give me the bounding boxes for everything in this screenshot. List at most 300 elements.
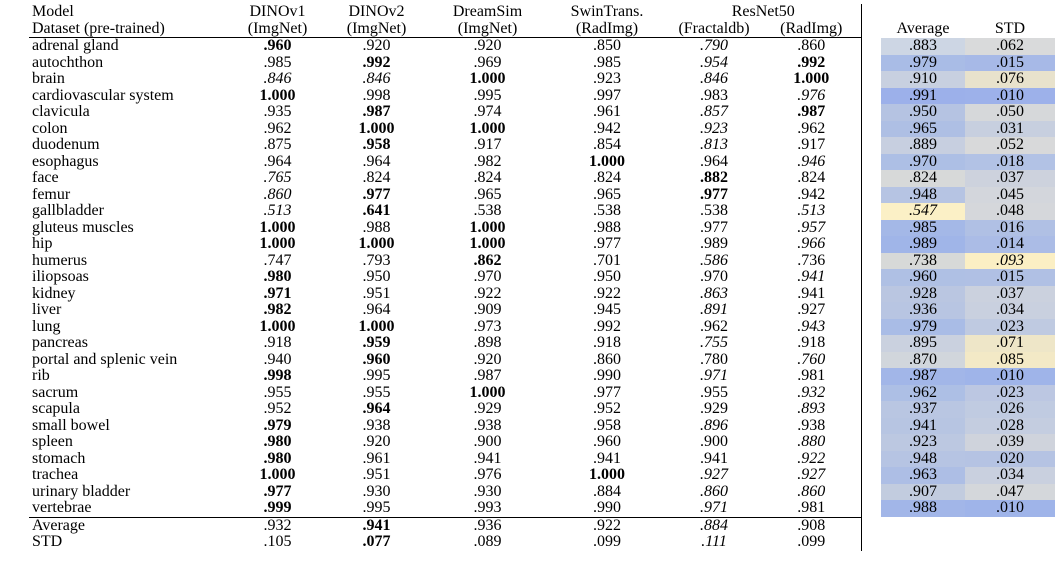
vertical-divider bbox=[861, 187, 881, 204]
table-row bbox=[29, 286, 1055, 303]
score-cell: .980 bbox=[263, 449, 292, 467]
score-cell: .969 bbox=[473, 53, 502, 71]
score-cell: .964 bbox=[263, 152, 292, 170]
empty-cell bbox=[965, 517, 1055, 534]
table-row bbox=[29, 236, 1055, 253]
score-cell: .988 bbox=[593, 218, 621, 236]
vertical-divider bbox=[861, 335, 881, 352]
row-std-cell: .031 bbox=[965, 121, 1055, 138]
score-cell: .992 bbox=[362, 53, 391, 71]
row-average-cell: .988 bbox=[881, 500, 965, 517]
score-cell: .813 bbox=[700, 136, 728, 153]
score-cell: .952 bbox=[263, 400, 292, 417]
vertical-divider bbox=[861, 104, 881, 121]
score-cell: .850 bbox=[593, 37, 621, 54]
summary-cell: .884 bbox=[666, 517, 762, 534]
row-organ-name: rib bbox=[32, 367, 50, 384]
header-model-3: SwinTrans. bbox=[570, 3, 644, 20]
row-std-cell: .023 bbox=[965, 385, 1055, 402]
row-organ-name: esophagus bbox=[32, 152, 99, 170]
header-dataset-2: (ImgNet) bbox=[427, 21, 548, 38]
summary-cell: .936 bbox=[427, 517, 548, 534]
score-cell: .824 bbox=[362, 169, 391, 186]
vertical-divider bbox=[861, 4, 881, 21]
row-average-cell: .824 bbox=[881, 170, 965, 187]
score-cell: .860 bbox=[593, 350, 621, 368]
row-std-cell: .093 bbox=[965, 253, 1055, 270]
score-cell: .860 bbox=[797, 482, 826, 500]
score-cell: .976 bbox=[473, 466, 502, 483]
vertical-divider bbox=[861, 467, 881, 484]
score-cell: .987 bbox=[473, 367, 502, 384]
score-cell: .987 bbox=[797, 103, 826, 120]
score-cell: .960 bbox=[362, 350, 391, 368]
row-std-cell: .047 bbox=[965, 484, 1055, 501]
row-organ-name: colon bbox=[32, 119, 68, 137]
row-organ-name: liver bbox=[32, 301, 62, 318]
row-average-cell: .883 bbox=[881, 38, 965, 55]
row-std-cell: .037 bbox=[965, 286, 1055, 303]
summary-cell: .111 bbox=[701, 533, 727, 550]
row-std-cell: .010 bbox=[965, 368, 1055, 385]
score-cell: .997 bbox=[593, 86, 621, 104]
empty-cell bbox=[881, 517, 965, 534]
vertical-divider bbox=[861, 21, 881, 38]
header-dataset-3: (RadImg) bbox=[548, 21, 666, 38]
header-dataset-4: (Fractaldb) bbox=[666, 21, 762, 38]
table-row bbox=[29, 484, 1055, 501]
score-cell: .964 bbox=[362, 152, 391, 170]
row-average-cell: .937 bbox=[881, 401, 965, 418]
summary-row bbox=[29, 517, 1055, 534]
score-cell: .846 bbox=[362, 70, 391, 87]
score-cell: .538 bbox=[593, 202, 621, 219]
score-cell: .977 bbox=[362, 185, 391, 203]
score-cell: .961 bbox=[362, 449, 391, 467]
header-model-2: DreamSim bbox=[452, 3, 523, 20]
score-cell: .989 bbox=[700, 235, 728, 252]
score-cell: .941 bbox=[473, 449, 502, 467]
vertical-divider bbox=[861, 319, 881, 336]
table-body bbox=[29, 38, 1055, 518]
score-cell: .977 bbox=[263, 482, 292, 500]
score-cell: .952 bbox=[593, 400, 621, 417]
score-cell: .922 bbox=[593, 284, 621, 302]
row-organ-name: sacrum bbox=[32, 383, 79, 401]
score-cell: 1.000 bbox=[358, 317, 395, 335]
row-average-cell: .950 bbox=[881, 104, 965, 121]
score-cell: .962 bbox=[263, 119, 292, 137]
score-cell: .977 bbox=[700, 185, 728, 203]
table-row bbox=[29, 154, 1055, 171]
score-cell: .538 bbox=[473, 202, 502, 219]
summary-cell: .908 bbox=[762, 517, 861, 534]
score-cell: .971 bbox=[263, 284, 292, 302]
score-cell: .942 bbox=[797, 185, 826, 203]
table-footer bbox=[29, 517, 1055, 551]
row-organ-name: cardiovascular system bbox=[32, 86, 174, 104]
score-cell: .992 bbox=[797, 53, 826, 71]
score-cell: .941 bbox=[797, 284, 826, 302]
score-cell: .992 bbox=[593, 317, 621, 335]
score-cell: .935 bbox=[263, 103, 292, 120]
row-average-cell: .970 bbox=[881, 154, 965, 171]
score-cell: .951 bbox=[362, 466, 391, 483]
score-cell: .998 bbox=[263, 367, 292, 384]
summary-cell: .099 bbox=[593, 533, 621, 550]
score-cell: 1.000 bbox=[358, 235, 395, 252]
score-cell: .898 bbox=[473, 334, 502, 351]
score-cell: .964 bbox=[362, 400, 391, 417]
score-cell: .900 bbox=[700, 433, 728, 450]
score-cell: .990 bbox=[593, 367, 621, 384]
row-organ-name: lung bbox=[32, 317, 61, 335]
row-organ-name: trachea bbox=[32, 466, 79, 483]
row-organ-name: gluteus muscles bbox=[32, 218, 134, 236]
score-cell: .824 bbox=[797, 169, 826, 186]
summary-cell: .922 bbox=[548, 517, 666, 534]
score-cell: .955 bbox=[362, 383, 391, 401]
score-cell: 1.000 bbox=[469, 235, 506, 252]
row-organ-name: portal and splenic vein bbox=[32, 350, 178, 368]
vertical-divider bbox=[861, 154, 881, 171]
table-row bbox=[29, 269, 1055, 286]
summary-cell: .089 bbox=[473, 533, 502, 550]
score-cell: .955 bbox=[700, 383, 728, 401]
table-row bbox=[29, 121, 1055, 138]
score-cell: .977 bbox=[593, 235, 621, 252]
score-cell: .955 bbox=[263, 383, 292, 401]
empty-cell bbox=[881, 534, 965, 551]
score-cell: .920 bbox=[473, 350, 502, 368]
summary-label: Average bbox=[29, 517, 229, 534]
summary-cell: .941 bbox=[326, 517, 427, 534]
score-cell: .929 bbox=[700, 400, 728, 417]
row-std-cell: .037 bbox=[965, 170, 1055, 187]
score-cell: .927 bbox=[797, 466, 826, 483]
row-organ-name: hip bbox=[32, 235, 53, 252]
score-cell: .964 bbox=[700, 152, 728, 170]
row-std-cell: .048 bbox=[965, 203, 1055, 220]
row-std-cell: .010 bbox=[965, 500, 1055, 517]
row-std-cell: .023 bbox=[965, 319, 1055, 336]
vertical-divider bbox=[861, 534, 881, 551]
results-table bbox=[29, 4, 1055, 551]
score-cell: .980 bbox=[263, 268, 292, 285]
summary-label: STD bbox=[32, 533, 63, 550]
empty-cell bbox=[965, 534, 1055, 551]
table-row bbox=[29, 104, 1055, 121]
row-std-cell: .034 bbox=[965, 302, 1055, 319]
header-model-label: Model bbox=[32, 3, 74, 20]
row-organ-name: iliopsoas bbox=[32, 268, 89, 285]
row-std-cell: .071 bbox=[965, 335, 1055, 352]
row-organ-name: humerus bbox=[32, 251, 88, 269]
vertical-divider bbox=[861, 170, 881, 187]
row-average-cell: .870 bbox=[881, 352, 965, 369]
score-cell: .909 bbox=[473, 301, 502, 318]
score-cell: .965 bbox=[593, 185, 621, 203]
summary-cell: .932 bbox=[229, 517, 326, 534]
header-row-datasets bbox=[29, 21, 1055, 38]
row-organ-name: brain bbox=[32, 70, 65, 87]
row-average-cell: .948 bbox=[881, 187, 965, 204]
score-cell: .929 bbox=[473, 400, 502, 417]
score-cell: .513 bbox=[797, 202, 826, 219]
score-cell: .962 bbox=[700, 317, 728, 335]
vertical-divider bbox=[861, 55, 881, 72]
row-average-cell: .547 bbox=[881, 203, 965, 220]
score-cell: .938 bbox=[473, 416, 502, 434]
row-average-cell: .979 bbox=[881, 319, 965, 336]
score-cell: .970 bbox=[700, 268, 728, 285]
row-organ-name: small bowel bbox=[32, 416, 110, 434]
score-cell: .923 bbox=[593, 70, 621, 87]
score-cell: .946 bbox=[797, 152, 826, 170]
table-row bbox=[29, 451, 1055, 468]
score-cell: .884 bbox=[593, 482, 621, 500]
header-model-4: ResNet50 bbox=[731, 3, 795, 20]
score-cell: .980 bbox=[263, 433, 292, 450]
vertical-divider bbox=[861, 286, 881, 303]
score-cell: .995 bbox=[473, 86, 502, 104]
vertical-divider bbox=[861, 500, 881, 517]
table-row bbox=[29, 38, 1055, 55]
score-cell: .927 bbox=[797, 301, 826, 318]
vertical-divider bbox=[861, 368, 881, 385]
score-cell: .882 bbox=[700, 169, 728, 186]
score-cell: .846 bbox=[263, 70, 292, 87]
header-dataset-label: Dataset (pre-trained) bbox=[29, 21, 229, 38]
row-organ-name: vertebrae bbox=[32, 499, 92, 516]
score-cell: .999 bbox=[263, 499, 292, 516]
score-cell: .981 bbox=[797, 367, 826, 384]
score-cell: .586 bbox=[700, 251, 728, 269]
row-average-cell: .979 bbox=[881, 55, 965, 72]
table-row bbox=[29, 55, 1055, 72]
score-cell: .917 bbox=[473, 136, 502, 153]
score-cell: .958 bbox=[593, 416, 621, 434]
score-cell: .760 bbox=[797, 350, 826, 368]
vertical-divider bbox=[861, 484, 881, 501]
score-cell: .880 bbox=[797, 433, 826, 450]
score-cell: .930 bbox=[362, 482, 391, 500]
score-cell: .862 bbox=[473, 251, 502, 269]
score-cell: .938 bbox=[797, 416, 826, 434]
score-cell: 1.000 bbox=[589, 466, 625, 483]
score-cell: 1.000 bbox=[469, 218, 506, 236]
row-std-cell: .050 bbox=[965, 104, 1055, 121]
header-std-label bbox=[965, 4, 1055, 21]
vertical-divider bbox=[861, 71, 881, 88]
row-std-cell: .076 bbox=[965, 71, 1055, 88]
score-cell: .860 bbox=[797, 37, 826, 54]
table-row bbox=[29, 170, 1055, 187]
score-cell: .971 bbox=[700, 499, 728, 516]
table-row bbox=[29, 500, 1055, 517]
score-cell: .790 bbox=[700, 37, 728, 54]
score-cell: .938 bbox=[362, 416, 391, 434]
row-std-cell: .034 bbox=[965, 467, 1055, 484]
score-cell: .945 bbox=[593, 301, 621, 318]
score-cell: 1.000 bbox=[259, 218, 296, 236]
table-row bbox=[29, 319, 1055, 336]
table-row bbox=[29, 187, 1055, 204]
header-row-models bbox=[29, 4, 1055, 21]
table-row bbox=[29, 203, 1055, 220]
row-average-cell: .738 bbox=[881, 253, 965, 270]
score-cell: .941 bbox=[797, 268, 826, 285]
score-cell: .860 bbox=[263, 185, 292, 203]
score-cell: .998 bbox=[362, 86, 391, 104]
row-std-cell: .039 bbox=[965, 434, 1055, 451]
row-std-cell: .015 bbox=[965, 55, 1055, 72]
score-cell: 1.000 bbox=[469, 119, 506, 137]
score-cell: .920 bbox=[362, 433, 391, 450]
row-organ-name: femur bbox=[32, 185, 71, 203]
row-std-cell: .028 bbox=[965, 418, 1055, 435]
score-cell: .860 bbox=[700, 482, 728, 500]
table-row bbox=[29, 368, 1055, 385]
score-cell: .970 bbox=[473, 268, 502, 285]
score-cell: .943 bbox=[797, 317, 826, 335]
vertical-divider bbox=[861, 137, 881, 154]
row-organ-name: duodenum bbox=[32, 136, 100, 153]
score-cell: .900 bbox=[473, 433, 502, 450]
row-average-cell: .907 bbox=[881, 484, 965, 501]
row-average-cell: .910 bbox=[881, 71, 965, 88]
summary-row bbox=[29, 534, 1055, 551]
score-cell: .942 bbox=[593, 119, 621, 137]
row-organ-name: stomach bbox=[32, 449, 86, 467]
score-cell: .995 bbox=[362, 367, 391, 384]
table-row bbox=[29, 302, 1055, 319]
score-cell: .966 bbox=[797, 235, 826, 252]
score-cell: .960 bbox=[263, 37, 292, 54]
score-cell: .958 bbox=[362, 136, 391, 153]
table-row bbox=[29, 88, 1055, 105]
row-average-cell: .936 bbox=[881, 302, 965, 319]
summary-cell: .077 bbox=[362, 533, 391, 550]
row-std-cell: .085 bbox=[965, 352, 1055, 369]
score-cell: .854 bbox=[593, 136, 621, 153]
score-cell: .977 bbox=[700, 218, 728, 236]
table-row bbox=[29, 220, 1055, 237]
row-average-cell: .985 bbox=[881, 220, 965, 237]
vertical-divider bbox=[861, 451, 881, 468]
score-cell: .985 bbox=[263, 53, 292, 71]
row-average-cell: .965 bbox=[881, 121, 965, 138]
row-std-cell: .045 bbox=[965, 187, 1055, 204]
row-average-cell: .889 bbox=[881, 137, 965, 154]
score-cell: .965 bbox=[473, 185, 502, 203]
row-average-cell: .963 bbox=[881, 467, 965, 484]
score-cell: .927 bbox=[700, 466, 728, 483]
row-std-cell: .020 bbox=[965, 451, 1055, 468]
table-row bbox=[29, 335, 1055, 352]
score-cell: .932 bbox=[797, 383, 826, 401]
row-organ-name: spleen bbox=[32, 433, 73, 450]
score-cell: .824 bbox=[473, 169, 502, 186]
row-average-cell: .987 bbox=[881, 368, 965, 385]
score-cell: .701 bbox=[593, 251, 621, 269]
row-average-cell: .948 bbox=[881, 451, 965, 468]
row-average-cell: .991 bbox=[881, 88, 965, 105]
table-row bbox=[29, 467, 1055, 484]
score-cell: 1.000 bbox=[259, 466, 296, 483]
row-organ-name: kidney bbox=[32, 284, 76, 302]
score-cell: .793 bbox=[362, 251, 391, 269]
score-cell: .950 bbox=[362, 268, 391, 285]
score-cell: .857 bbox=[700, 103, 728, 120]
score-cell: .923 bbox=[700, 119, 728, 137]
score-cell: .977 bbox=[593, 383, 621, 401]
vertical-divider bbox=[861, 352, 881, 369]
score-cell: 1.000 bbox=[259, 317, 296, 335]
table-row bbox=[29, 137, 1055, 154]
vertical-divider bbox=[861, 302, 881, 319]
vertical-divider bbox=[861, 517, 881, 534]
score-cell: .971 bbox=[700, 367, 728, 384]
summary-cell: .105 bbox=[263, 533, 292, 550]
header-dataset-0: (ImgNet) bbox=[229, 21, 326, 38]
table-row bbox=[29, 71, 1055, 88]
vertical-divider bbox=[861, 38, 881, 55]
vertical-divider bbox=[861, 236, 881, 253]
vertical-divider bbox=[861, 418, 881, 435]
vertical-divider bbox=[861, 203, 881, 220]
row-std-cell: .010 bbox=[965, 88, 1055, 105]
score-cell: .983 bbox=[700, 86, 728, 104]
results-table-container bbox=[29, 4, 1055, 551]
row-organ-name: clavicula bbox=[32, 103, 90, 120]
table-row bbox=[29, 253, 1055, 270]
row-organ-name: autochthon bbox=[32, 53, 104, 71]
row-std-cell: .015 bbox=[965, 269, 1055, 286]
row-average-cell: .941 bbox=[881, 418, 965, 435]
score-cell: .974 bbox=[473, 103, 502, 120]
row-organ-name: pancreas bbox=[32, 334, 88, 351]
row-std-cell: .052 bbox=[965, 137, 1055, 154]
score-cell: .982 bbox=[473, 152, 502, 170]
table-row bbox=[29, 401, 1055, 418]
score-cell: .920 bbox=[362, 37, 391, 54]
score-cell: .918 bbox=[593, 334, 621, 351]
row-average-cell: .989 bbox=[881, 236, 965, 253]
score-cell: .957 bbox=[797, 218, 826, 236]
score-cell: 1.000 bbox=[259, 235, 296, 252]
row-std-cell: .026 bbox=[965, 401, 1055, 418]
score-cell: .765 bbox=[263, 169, 292, 186]
row-organ-name: urinary bladder bbox=[32, 482, 131, 500]
score-cell: .918 bbox=[797, 334, 826, 351]
score-cell: .736 bbox=[797, 251, 826, 269]
score-cell: .961 bbox=[593, 103, 621, 120]
score-cell: .755 bbox=[700, 334, 728, 351]
score-cell: 1.000 bbox=[358, 119, 395, 137]
vertical-divider bbox=[861, 434, 881, 451]
score-cell: .747 bbox=[263, 251, 292, 269]
row-organ-name: face bbox=[32, 169, 59, 186]
row-std-cell: .062 bbox=[965, 38, 1055, 55]
score-cell: .959 bbox=[362, 334, 391, 351]
score-cell: .896 bbox=[700, 416, 728, 434]
score-cell: .995 bbox=[362, 499, 391, 516]
row-average-cell: .923 bbox=[881, 434, 965, 451]
vertical-divider bbox=[861, 220, 881, 237]
row-organ-name: adrenal gland bbox=[32, 37, 119, 54]
row-organ-name: gallbladder bbox=[32, 202, 104, 219]
